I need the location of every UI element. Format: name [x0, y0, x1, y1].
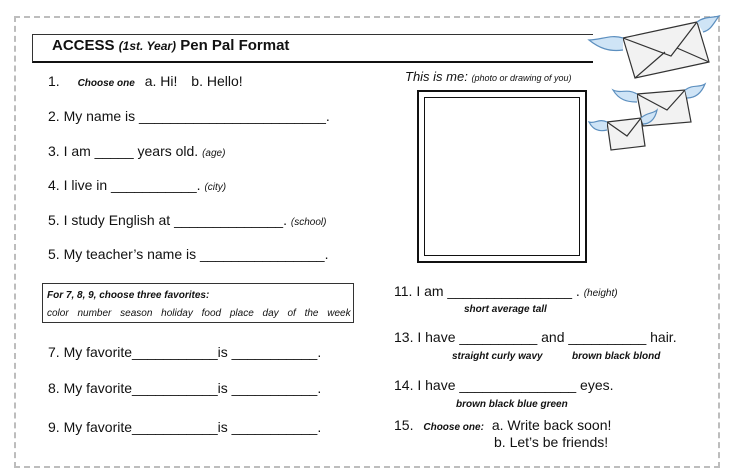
- option-15b: b. Let’s be friends!: [494, 434, 609, 450]
- hair-type-options: straight curly wavy: [452, 351, 543, 362]
- hint-age: (age): [202, 148, 226, 159]
- hair-color-options: brown black blond: [572, 351, 661, 362]
- question-7: 7. My favorite___________is ___________.: [48, 344, 322, 360]
- hint-height: (height): [583, 288, 618, 299]
- question-8: 8. My favorite___________is ___________.: [48, 380, 322, 396]
- question-3: 3. I am _____ years old. (age): [48, 143, 226, 159]
- question-13: 13. I have __________ and __________ hair.: [394, 329, 677, 345]
- question-11: 11. I am ________________ . (height): [394, 283, 618, 299]
- question-6: 5. My teacher’s name is ________________.: [48, 246, 329, 262]
- flying-envelopes-icon: [585, 14, 725, 164]
- question-15: 15. Choose one: a. Write back soon!: [394, 417, 612, 433]
- photo-frame[interactable]: [417, 90, 587, 263]
- favorites-box-words: color number season holiday food place day of the week: [47, 308, 351, 319]
- title-rest: Pen Pal Format: [180, 37, 290, 54]
- height-options: short average tall: [464, 304, 547, 315]
- question-2: 2. My name is ________________________.: [48, 108, 330, 124]
- choose-one-label-15: Choose one:: [423, 422, 484, 433]
- question-5: 5. I study English at ______________. (school): [48, 212, 327, 228]
- title-sub: (1st. Year): [118, 39, 177, 53]
- option-15a: a. Write back soon!: [491, 417, 612, 433]
- this-is-me-note: (photo or drawing of you): [471, 73, 572, 83]
- worksheet-title: [52, 37, 289, 54]
- this-is-me-label: This is me: (photo or drawing of you): [405, 69, 572, 84]
- question-4: 4. I live in ___________. (city): [48, 177, 227, 193]
- favorites-box-title: For 7, 8, 9, choose three favorites:: [47, 290, 210, 301]
- option-b: b. Hello!: [191, 73, 243, 89]
- title-main: ACCESS: [52, 37, 115, 54]
- question-14: 14. I have _______________ eyes.: [394, 377, 614, 393]
- hint-school: (school): [290, 217, 327, 228]
- eye-color-options: brown black blue green: [456, 399, 568, 410]
- question-9: 9. My favorite___________is ___________.: [48, 419, 322, 435]
- question-1: 1. Choose one a. Hi! b. Hello!: [48, 73, 243, 89]
- option-a: a. Hi!: [144, 73, 178, 89]
- hint-city: (city): [204, 182, 227, 193]
- photo-area[interactable]: [424, 97, 580, 256]
- choose-one-label: Choose one: [77, 78, 135, 89]
